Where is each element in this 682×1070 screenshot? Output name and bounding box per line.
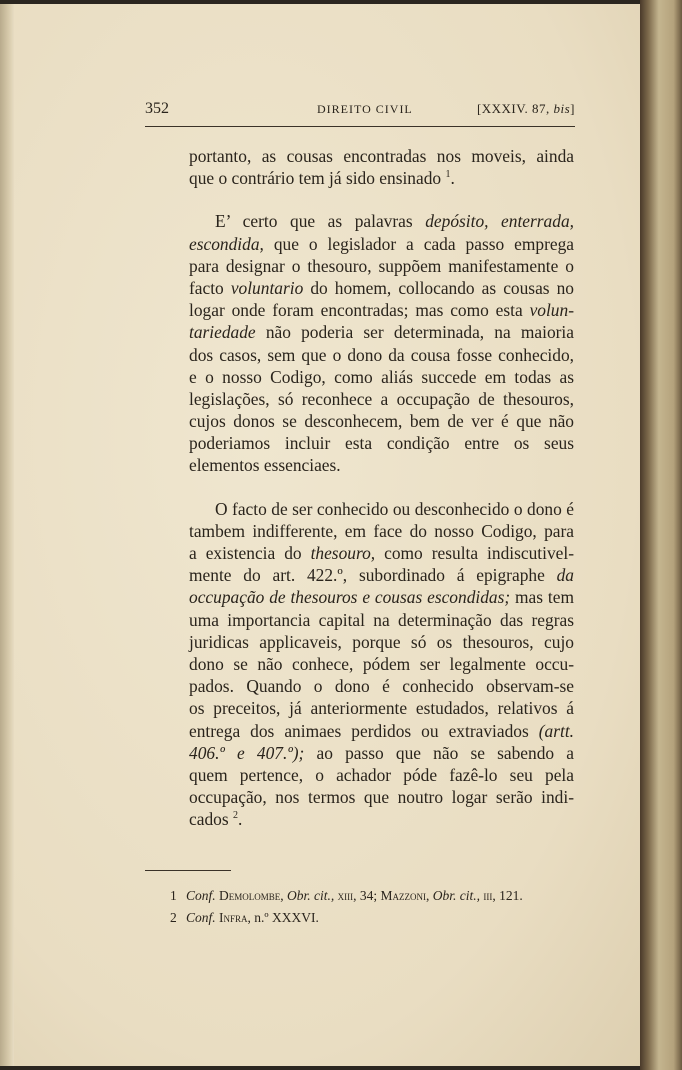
text-line: occupação, nos termos que noutro logar serão indi- (189, 787, 574, 808)
text-line: quem pertence, o achador póde fazê-lo seu pela (189, 764, 574, 785)
text-line (189, 277, 574, 299)
header-rule (145, 126, 575, 127)
italic-span: (artt. (538, 720, 574, 741)
text-line (189, 742, 574, 764)
author-name: Mazzoni, (380, 888, 433, 903)
text-line: pados. Quando o dono é conhecido observam-se (189, 676, 574, 697)
footnote-ref: 2 (232, 810, 238, 822)
text-span: a existencia do (189, 543, 311, 563)
author-name: Demolombe, (215, 888, 288, 903)
reference-suffix: ] (570, 101, 575, 116)
paragraph-1 (189, 145, 574, 189)
section-reference (477, 101, 575, 117)
text-line (189, 210, 574, 232)
text-span: entrega dos animaes perdidos ou extraviados (189, 720, 539, 741)
text-line (189, 808, 574, 830)
text-span: iii, 121. (480, 888, 523, 903)
running-header (145, 100, 575, 122)
italic-span: depósito, enterrada, (425, 211, 574, 232)
text-line: poderiamos incluir esta condição entre os seus (189, 433, 574, 454)
text-span: ao passo que não se sabendo a (304, 742, 575, 763)
paragraph-2 (189, 210, 574, 476)
text-span: que o legislador a cada passo emprega (263, 233, 574, 254)
text-span: E’ certo que as palavras (215, 211, 426, 232)
italic-span: Conf. (186, 888, 216, 903)
footnote-mark: 2 (170, 910, 177, 925)
text-span: mas tem (510, 587, 574, 608)
text-line: os preceitos, já anteriormente estudados, relativos á (189, 698, 574, 719)
text-line (189, 564, 574, 586)
reference-bis: bis (553, 101, 571, 116)
italic-span: thesouro, (310, 543, 376, 563)
text-line (189, 586, 574, 608)
text-line (189, 720, 574, 742)
italic-span: Conf. (186, 910, 216, 925)
text-line: juridicas applicaveis, porque só os thesouros, cujo (189, 631, 574, 652)
text-line (189, 321, 574, 343)
footnote-1 (170, 885, 590, 907)
text-line: uma importancia capital na determinação das regras (189, 609, 574, 630)
reference-prefix: [XXXIV. 87, (476, 101, 554, 116)
text-span: que o contrário tem já sido ensinado (189, 168, 442, 189)
footnote-rule (145, 870, 231, 871)
footnotes (170, 885, 590, 929)
italic-span: da (556, 565, 574, 586)
author-name: Infra, (215, 910, 255, 925)
body-text (189, 145, 574, 830)
running-title: DIREITO CIVIL (317, 102, 413, 116)
text-span: n.º XXXVI. (254, 910, 319, 925)
text-span: do homem, collocando as cousas no (303, 277, 574, 298)
text-span: . (237, 809, 243, 830)
text-span: cados (189, 809, 229, 830)
text-line (189, 167, 574, 189)
text-span: como resulta indiscutivel- (375, 543, 574, 563)
text-line: tambem indifferente, em face do nosso Codigo, para (189, 520, 574, 541)
italic-span: voluntario (230, 277, 304, 298)
italic-span: escondida, (189, 233, 264, 254)
italic-span: Obr. cit., (432, 888, 481, 903)
text-line: dos casos, sem que o dono da cousa fosse conhecido, (189, 344, 574, 365)
text-line: O facto de ser conhecido ou desconhecido o dono é (215, 498, 574, 519)
paragraph-3 (189, 498, 574, 831)
text-line: legislações, só reconhece a occupação de thesouros, (189, 388, 574, 409)
italic-span: occupação de thesouros e cousas escondidas; (189, 587, 511, 608)
page-fore-edge (640, 0, 682, 1070)
text-span: xiii, 34; (334, 888, 381, 903)
footnote-2 (170, 907, 590, 929)
text-line: e o nosso Codigo, como aliás succede em todas as (189, 366, 574, 387)
text-line (189, 542, 574, 564)
italic-span: Obr. cit., (287, 888, 335, 903)
text-line (189, 299, 574, 321)
page-number: 352 (145, 100, 169, 117)
text-span: mente do art. 422.º, subordinado á epigraphe (189, 565, 557, 586)
italic-span: tariedade (189, 322, 256, 343)
page-gutter (0, 4, 14, 1066)
text-line: portanto, as cousas encontradas nos moveis, ainda (189, 146, 574, 166)
footnote-mark: 1 (170, 888, 177, 903)
text-line: elementos essenciaes. (189, 455, 341, 476)
italic-span: 406.º e 407.º); (189, 742, 305, 763)
text-span: logar onde foram encontradas; mas como esta (189, 300, 530, 321)
text-line: cujos donos se desconhecem, bem de ver é que não (189, 411, 574, 432)
text-span: não poderia ser determinada, na maioria (255, 322, 574, 343)
text-span: facto (189, 277, 231, 298)
text-line: para designar o thesouro, suppõem manifestamente o (189, 255, 574, 276)
italic-span: volun- (529, 300, 574, 321)
footnote-ref: 1 (445, 169, 451, 181)
text-line (189, 233, 574, 255)
text-line: dono se não conhece, pódem ser legalmente occu- (189, 653, 574, 674)
text-span: . (450, 168, 455, 189)
